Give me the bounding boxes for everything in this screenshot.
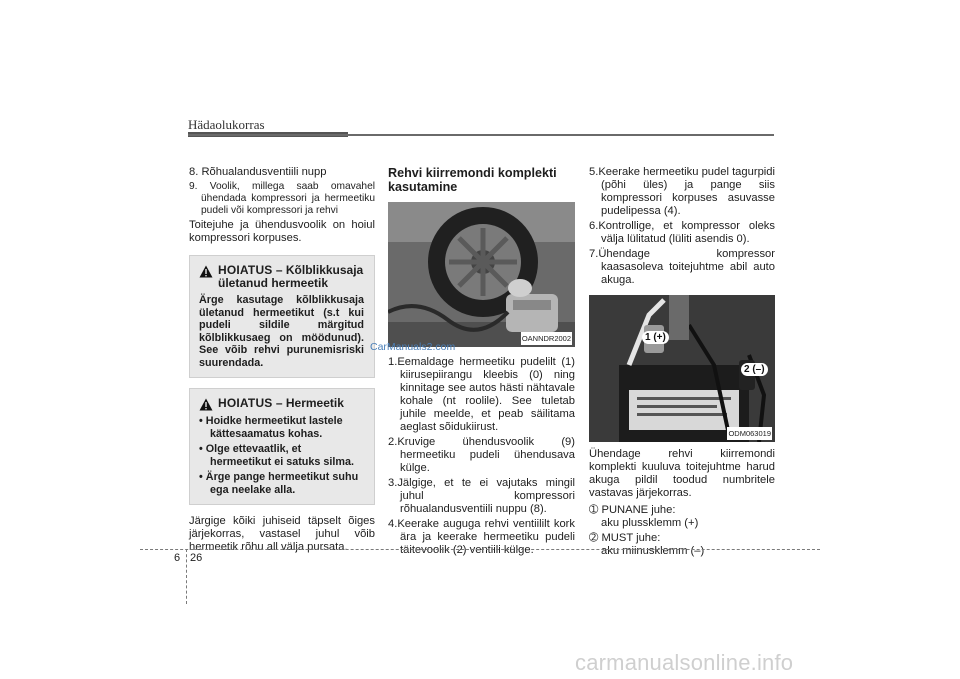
column-middle xyxy=(388,166,575,559)
column-right xyxy=(589,166,775,558)
photo-compressor-tire xyxy=(388,202,575,347)
battery-label-negative: 2 (–) xyxy=(741,363,768,376)
step-1: 1.Eemaldage hermeetiku pudelilt (1) kiirusepiirangu kleebis (0) ning kinnitage see autos hästi nähtavale kohale (nt roolile). See tuletab juhile meelde, et peab säilitama aeglast sõidukiirust. xyxy=(388,356,575,433)
wire-number: ➀ xyxy=(589,504,599,516)
watermark-carmanuals2: CarManuals2.com xyxy=(370,341,456,353)
image-code: OANNDR2002 xyxy=(521,334,571,343)
warning-title-prefix: HOIATUS xyxy=(218,396,273,410)
step-5: 5.Keerake hermeetiku pudel tagurpidi (põhi üles) ja pange siis kompressori korpuses asuvasse pudelipessa (4). xyxy=(589,166,775,217)
photo-illustration xyxy=(388,202,575,347)
step-4: 4.Keerake auguga rehvi ventiililt kork ära ja keerake hermeetiku pudeli täitevoolik (2) ventiili külge. xyxy=(388,518,575,556)
warning-bullet: • Olge ettevaatlik, et hermeetikut ei satuks silma. xyxy=(199,443,355,468)
battery-label-positive: 1 (+) xyxy=(642,331,669,344)
warning-triangle-icon xyxy=(199,265,213,278)
paragraph-connection: Ühendage rehvi kiirremondi komplekti kuuluva toitejuhtme harud akuga pildil toodud numbritele vastavas järjekorras. xyxy=(589,448,775,499)
wire-item-black xyxy=(589,532,775,558)
wire-number: ➁ xyxy=(589,532,599,544)
paragraph-storage: Toitejuhe ja ühendusvoolik on hoiul kompressori korpuses. xyxy=(189,219,375,244)
section-title: Rehvi kiirremondi komplekti kasutamine xyxy=(388,166,557,194)
warning-box-sealant xyxy=(189,388,375,505)
footer-rule xyxy=(140,549,820,550)
list-item-9: 9. Voolik, millega saab omavahel ühendada kompressori ja hermeetiku pudeli või kompressori ja rehvi xyxy=(189,181,375,216)
paragraph-instructions: Järgige kõiki juhiseid täpselt õiges järjekorras, vastasel juhul võib hermeetik rõhu all välja pursata. xyxy=(189,515,375,553)
photo-battery-clamps xyxy=(589,295,775,442)
warning-body: Ärge kasutage kõlblikkusaja ületanud hermeetikut (s.t kui pudeli sildile märgitud kõlblikkusaeg on möödunud). See võib rehvi purunemisriski suurendada. xyxy=(199,294,364,369)
chapter-number: 6 xyxy=(174,552,181,564)
wire-detail: aku plussklemm (+) xyxy=(601,517,699,529)
footer-divider xyxy=(186,549,187,604)
warning-triangle-icon xyxy=(199,398,213,411)
step-7: 7.Ühendage kompressor kaasasoleva toitejuhtme abil auto akuga. xyxy=(589,248,775,286)
wire-title: PUNANE juhe: xyxy=(601,504,676,516)
warning-box-expired-sealant xyxy=(189,255,375,378)
wire-detail: aku miinusklemm (–) xyxy=(601,545,705,557)
warning-title-rest: – Kõlblikkusaja ületanud hermeetik xyxy=(218,263,364,290)
warning-title-rest: – Hermeetik xyxy=(275,396,344,410)
page-number: 26 xyxy=(190,552,203,564)
wire-item-red xyxy=(589,504,775,530)
header-rule xyxy=(188,134,774,136)
column-left xyxy=(189,166,375,556)
warning-bullet: • Hoidke hermeetikut lastele kättesaamatus kohas. xyxy=(199,415,343,440)
list-item-8: 8. Rõhualandusventiili nupp xyxy=(189,166,327,178)
step-6: 6.Kontrollige, et kompressor oleks välja lülitatud (lüliti asendis 0). xyxy=(589,220,775,245)
watermark-carmanualsonline: carmanualsonline.info xyxy=(575,650,794,675)
warning-title-prefix: HOIATUS xyxy=(218,263,273,277)
warning-bullet: • Ärge pange hermeetikut suhu ega neelake alla. xyxy=(199,471,359,496)
image-code: ODM063019 xyxy=(728,429,771,438)
header-title: Hädaolukorras xyxy=(188,117,265,132)
step-3: 3.Jälgige, et te ei vajutaks mingil juhul kompressori rõhualandusventiili nuppu (8). xyxy=(388,477,575,515)
step-2: 2.Kruvige ühendusvoolik (9) hermeetiku pudeli ühendusava külge. xyxy=(388,436,575,474)
wire-title: MUST juhe: xyxy=(601,532,661,544)
